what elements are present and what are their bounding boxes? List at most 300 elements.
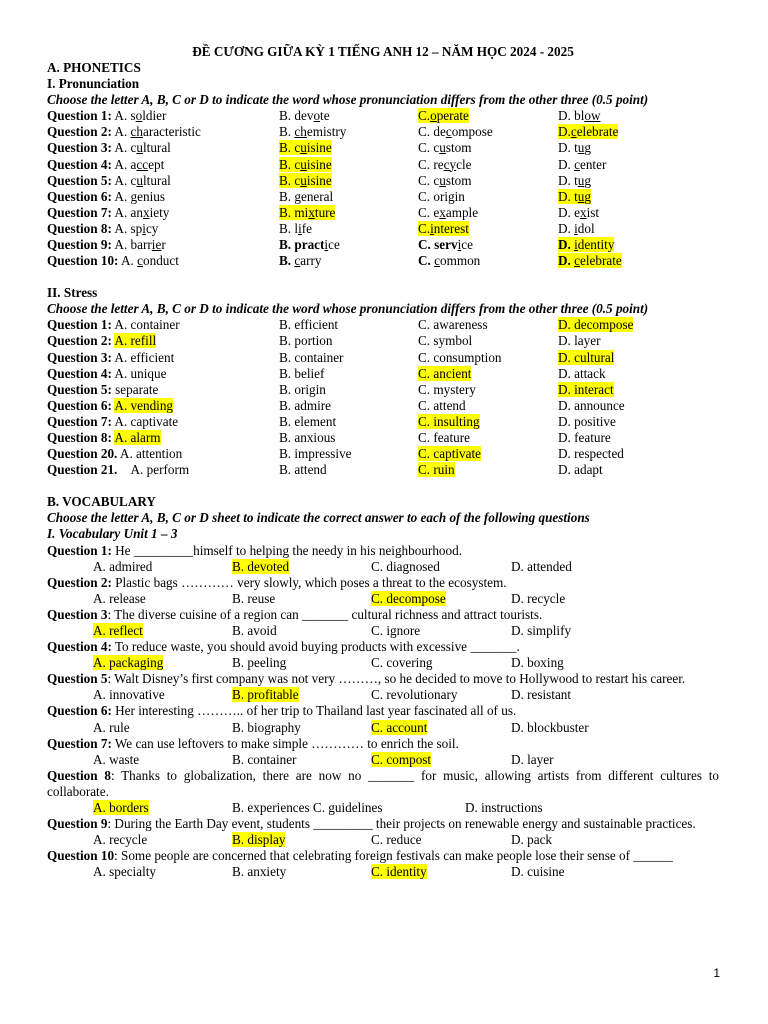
option-text: C. insulting	[418, 413, 480, 429]
question-text: Plastic bags ………… very slowly, which poses a threat to the ecosystem.	[111, 574, 507, 590]
underlined-sound: u	[136, 172, 143, 188]
option-text	[558, 205, 599, 220]
vocabulary-question	[47, 703, 719, 719]
option-c	[418, 430, 470, 446]
option-prefix: B.	[279, 124, 295, 140]
option-suffix: g	[584, 172, 591, 188]
answer-option[interactable]	[511, 864, 564, 880]
answer-option[interactable]	[371, 720, 427, 736]
option-prefix: D. bl	[558, 108, 585, 124]
option-text	[558, 237, 614, 252]
option-c	[418, 253, 480, 269]
underlined-sound: u	[577, 140, 585, 156]
answer-options	[47, 752, 719, 768]
question-number: Question 2:	[47, 124, 112, 140]
pronunciation-questions	[47, 108, 719, 269]
question-number: Question 2:	[47, 333, 112, 349]
question-number: Question 4:	[47, 639, 112, 655]
question-number: Question 4:	[47, 365, 112, 381]
option-b	[279, 398, 331, 414]
option-text: B. element	[279, 413, 337, 429]
option-text: A. borders	[93, 800, 149, 816]
question-label	[47, 333, 156, 349]
option-text: D. positive	[558, 413, 616, 429]
option-d	[558, 333, 600, 349]
option-prefix: A. barr	[114, 237, 152, 253]
option-b	[279, 430, 335, 446]
option-text	[558, 253, 622, 268]
answer-option[interactable]	[511, 752, 553, 768]
option-text	[558, 221, 595, 236]
option-prefix: B. pract	[279, 237, 325, 253]
option-c	[418, 317, 488, 333]
answer-option[interactable]	[93, 559, 152, 575]
option-text: B. reuse	[232, 590, 276, 606]
option-prefix: A. s	[114, 108, 136, 124]
option-a	[121, 253, 179, 268]
option-prefix: D.	[558, 124, 571, 140]
answer-option[interactable]	[371, 591, 446, 607]
vocabulary-question	[47, 816, 719, 832]
option-suffix: stom	[445, 172, 472, 188]
answer-option[interactable]	[371, 623, 420, 639]
underlined-sound: c	[570, 124, 577, 140]
answer-option[interactable]	[232, 591, 275, 607]
option-text	[558, 108, 601, 123]
vocabulary-question	[47, 639, 719, 655]
option-text	[418, 189, 465, 204]
question-label	[47, 398, 173, 414]
option-suffix: ept	[148, 156, 165, 172]
option-text: B. portion	[279, 333, 333, 349]
option-suffix: isine	[306, 156, 332, 172]
option-suffix: enter	[579, 156, 607, 172]
underlined-sound: g	[448, 188, 455, 204]
question-number: Question 8:	[47, 429, 112, 445]
question-text: Her interesting ……….. of her trip to Thailand last year fascinated all of us.	[111, 703, 517, 719]
question-number: Question 8	[47, 767, 111, 783]
pronunciation-row	[47, 221, 719, 237]
answer-option[interactable]	[232, 800, 383, 816]
option-a	[114, 124, 200, 139]
option-d	[558, 253, 622, 269]
pronunciation-row	[47, 108, 719, 124]
question-number: Question 10	[47, 848, 115, 864]
option-text: D. feature	[558, 429, 611, 445]
underlined-sound: x	[439, 204, 446, 220]
option-suffix: enius	[137, 188, 165, 204]
option-text	[114, 205, 169, 220]
answer-options	[47, 623, 719, 639]
answer-option[interactable]	[232, 832, 285, 848]
underlined-sound: u	[300, 156, 307, 172]
answer-option[interactable]	[371, 655, 433, 671]
option-suffix: cy	[145, 220, 159, 236]
option-c	[418, 446, 481, 462]
question-label	[47, 108, 166, 124]
answer-option[interactable]	[511, 623, 571, 639]
option-d	[558, 140, 591, 156]
option-prefix: C. serv	[418, 237, 458, 253]
answer-options	[47, 864, 719, 880]
answer-option[interactable]	[371, 687, 457, 703]
option-text: A. waste	[93, 751, 140, 767]
vocabulary-question	[47, 575, 719, 591]
option-a	[114, 189, 165, 204]
option-text	[279, 237, 340, 252]
option-text: A. rule	[93, 719, 130, 735]
answer-option[interactable]	[232, 623, 277, 639]
option-text	[279, 108, 330, 123]
question-label	[47, 382, 158, 398]
option-text: C. ancient	[418, 365, 472, 381]
option-a: A. efficient	[114, 349, 175, 365]
option-text: A. specialty	[93, 864, 156, 880]
option-suffix: eneral	[300, 188, 334, 204]
option-c	[418, 108, 469, 124]
option-text	[121, 253, 179, 268]
option-text: B. devoted	[232, 558, 290, 574]
answer-option[interactable]	[93, 832, 147, 848]
answer-option[interactable]	[93, 687, 165, 703]
option-prefix: C. re	[418, 156, 444, 172]
pronunciation-instruction: Choose the letter A, B, C or D to indicate the word whose pronunciation differs from the other three (0.5 point)	[47, 92, 649, 108]
option-prefix: B.	[279, 188, 295, 204]
option-text: A. reflect	[93, 623, 143, 638]
option-prefix: C. c	[418, 140, 440, 156]
option-text	[418, 108, 469, 123]
document-page	[47, 44, 719, 881]
vocabulary-unit-heading: I. Vocabulary Unit 1 – 3	[47, 526, 178, 542]
stress-questions	[47, 317, 719, 478]
page-number: 1	[713, 966, 720, 980]
option-prefix: A. sp	[114, 220, 143, 236]
question-text: To reduce waste, you should avoid buying products with excessive _______.	[111, 639, 520, 655]
answer-option[interactable]	[93, 623, 143, 639]
option-text	[279, 140, 332, 155]
answer-option[interactable]	[511, 655, 564, 671]
vocabulary-instruction: Choose the letter A, B, C or D sheet to indicate the correct answer to each of the following questions	[47, 510, 590, 526]
option-prefix: C. ori	[418, 188, 449, 204]
option-text: C. decompose	[371, 590, 446, 606]
option-text: C. mystery	[418, 381, 476, 397]
stress-instruction: Choose the letter A, B, C or D to indicate the word whose pronunciation differs from the other three (0.5 point)	[47, 301, 649, 317]
answer-option[interactable]	[511, 559, 572, 575]
option-b	[279, 366, 324, 382]
option-c	[418, 189, 465, 205]
option-suffix: ture	[314, 204, 336, 220]
question-number: Question 21.	[47, 462, 118, 478]
option-text: C. feature	[418, 429, 470, 445]
option-suffix: onduct	[143, 253, 179, 269]
question-label	[47, 414, 178, 430]
option-d	[558, 124, 618, 140]
option-d	[558, 430, 611, 446]
option-suffix: ltural	[143, 140, 171, 156]
option-prefix: B.	[279, 253, 295, 269]
option-text	[418, 253, 480, 268]
vocabulary-question	[47, 543, 719, 559]
underlined-sound: cy	[443, 156, 457, 172]
option-text: B. biography	[232, 719, 301, 735]
option-suffix: ldier	[142, 108, 167, 124]
answer-option[interactable]	[232, 864, 286, 880]
option-b	[279, 189, 333, 205]
answer-options	[47, 832, 719, 848]
option-text	[558, 124, 618, 139]
underlined-sound: i	[142, 220, 146, 236]
section-a-heading: A. PHONETICS	[47, 60, 141, 76]
answer-option[interactable]	[93, 752, 139, 768]
answer-option[interactable]	[371, 864, 427, 880]
option-text	[418, 221, 469, 236]
underlined-sound: o	[430, 108, 437, 124]
stress-row	[47, 462, 719, 478]
option-prefix: B. l	[279, 220, 299, 236]
option-d	[558, 108, 601, 124]
option-prefix: A. c	[114, 140, 137, 156]
answer-option[interactable]	[232, 720, 301, 736]
option-text: A. packaging	[93, 655, 164, 671]
option-b	[279, 333, 332, 349]
option-text: C. attend	[418, 397, 466, 413]
option-text	[558, 173, 591, 188]
option-prefix: D.	[558, 253, 575, 269]
option-text: B. container	[279, 349, 344, 365]
question-number: Question 1:	[47, 317, 112, 333]
option-text: B. anxiety	[232, 864, 287, 880]
answer-option[interactable]	[93, 800, 149, 816]
underlined-sound: u	[577, 188, 585, 204]
option-d	[558, 205, 599, 221]
vocabulary-question	[47, 671, 719, 687]
option-a: separate	[115, 381, 159, 397]
answer-option[interactable]	[511, 720, 589, 736]
question-label	[47, 462, 189, 478]
underlined-sound: ch	[130, 124, 143, 140]
question-number: Question 2:	[47, 574, 112, 590]
option-text: B. avoid	[232, 623, 277, 638]
answer-option[interactable]	[232, 655, 286, 671]
question-number: Question 9:	[47, 237, 112, 253]
option-c	[418, 382, 476, 398]
option-a	[114, 205, 169, 220]
stress-row	[47, 414, 719, 430]
option-a	[114, 157, 164, 172]
option-prefix: D. t	[558, 188, 578, 204]
question-number: Question 7:	[47, 413, 112, 429]
option-text	[114, 140, 170, 155]
underlined-sound: ow	[584, 108, 601, 124]
option-c	[418, 462, 455, 478]
stress-row	[47, 430, 719, 446]
answer-option[interactable]	[511, 687, 571, 703]
underlined-sound: o	[313, 108, 321, 124]
option-c	[418, 140, 472, 156]
option-text	[558, 140, 591, 155]
option-suffix: fe	[301, 220, 312, 236]
option-text	[114, 108, 166, 123]
question-number: Question 6:	[47, 188, 112, 204]
underlined-sound: c	[294, 253, 301, 269]
option-b	[279, 446, 352, 462]
option-d	[558, 189, 591, 205]
option-a: A. alarm	[114, 429, 161, 445]
answer-option[interactable]	[93, 720, 130, 736]
option-prefix: D.	[558, 237, 575, 253]
question-label	[47, 221, 158, 237]
option-prefix: B. c	[279, 140, 301, 156]
option-suffix: nterest	[433, 220, 469, 236]
option-a: A. perform	[130, 462, 190, 478]
option-text: C. revolutionary	[371, 687, 458, 703]
option-text	[114, 221, 158, 236]
answer-options	[47, 687, 719, 703]
option-text	[279, 205, 335, 220]
option-text	[279, 221, 312, 236]
option-c	[418, 221, 469, 237]
option-text: D. instructions	[465, 800, 543, 816]
option-suffix: dentity	[577, 237, 615, 253]
option-text	[279, 253, 321, 268]
question-number: Question 3:	[47, 349, 112, 365]
question-label	[47, 124, 201, 140]
option-a	[114, 140, 170, 155]
option-suffix: elebrate	[576, 124, 619, 140]
answer-option[interactable]	[371, 752, 431, 768]
option-text: D. recycle	[511, 590, 566, 606]
underlined-sound: c	[137, 253, 143, 269]
option-text: D. respected	[558, 446, 624, 462]
answer-options	[47, 800, 719, 816]
question-text: We can use leftovers to make simple ………… to enrich the soil.	[111, 735, 459, 751]
answer-option[interactable]	[511, 832, 552, 848]
option-prefix: C. c	[418, 172, 440, 188]
question-text: He _________himself to helping the needy in his neighbourhood.	[111, 542, 462, 558]
underlined-sound: g	[130, 188, 138, 204]
option-prefix: C. e	[418, 204, 440, 220]
underlined-sound: x	[308, 204, 315, 220]
answer-option[interactable]	[93, 864, 156, 880]
answer-option[interactable]	[465, 800, 543, 816]
question-number: Question 1:	[47, 542, 112, 558]
option-suffix: isine	[306, 172, 332, 188]
option-text: A. recycle	[93, 832, 148, 848]
option-d	[558, 173, 591, 189]
underlined-sound: x	[143, 204, 150, 220]
question-label	[47, 173, 171, 189]
option-text: D. cultural	[558, 349, 615, 365]
option-d	[558, 157, 606, 173]
option-c	[418, 237, 473, 253]
option-suffix: isine	[306, 140, 332, 156]
option-suffix: arry	[300, 253, 322, 269]
answer-option[interactable]	[511, 591, 565, 607]
pronunciation-row	[47, 124, 719, 140]
question-number: Question 10:	[47, 253, 119, 269]
option-text: C. ruin	[418, 462, 455, 478]
underlined-sound: cc	[136, 156, 149, 172]
option-c	[418, 124, 493, 140]
option-text: D. cuisine	[511, 864, 565, 880]
question-label	[47, 430, 161, 446]
option-text: B. efficient	[279, 317, 339, 333]
answer-option[interactable]	[232, 559, 289, 575]
option-text: C. reduce	[371, 832, 422, 848]
underlined-sound: i	[574, 220, 578, 236]
option-text: B. attend	[279, 462, 327, 478]
question-number: Question 20.	[47, 446, 118, 462]
option-text: C. identity	[371, 864, 427, 880]
answer-option[interactable]	[93, 655, 163, 671]
option-c	[418, 333, 472, 349]
option-text	[418, 157, 471, 172]
underlined-sound: ch	[294, 124, 307, 140]
option-b	[279, 173, 332, 189]
answer-option[interactable]	[232, 687, 299, 703]
option-prefix: B. mi	[279, 204, 309, 220]
answer-option[interactable]	[232, 752, 296, 768]
answer-option[interactable]	[371, 559, 440, 575]
option-prefix: A. a	[114, 156, 137, 172]
question-label	[47, 253, 179, 269]
option-c	[418, 173, 472, 189]
option-prefix: D. t	[558, 140, 578, 156]
pronunciation-row	[47, 237, 719, 253]
question-number: Question 5:	[47, 172, 112, 188]
option-suffix: perate	[436, 108, 469, 124]
option-a: A. refill	[114, 333, 157, 349]
vocabulary-questions	[47, 543, 719, 881]
option-text	[279, 173, 332, 188]
option-prefix: D. t	[558, 172, 578, 188]
stress-heading: II. Stress	[47, 285, 98, 301]
option-prefix: C.	[418, 220, 431, 236]
option-text: D. pack	[511, 832, 553, 848]
option-a: A. captivate	[114, 413, 179, 429]
underlined-sound: o	[135, 108, 143, 124]
option-text: D. layer	[558, 333, 601, 349]
question-text: : During the Earth Day event, students _________ their projects on renewable energy and sustainable practices.	[107, 816, 696, 832]
option-text: D. layer	[511, 751, 554, 767]
option-text: A. release	[93, 590, 146, 606]
option-text: C. covering	[371, 655, 433, 671]
option-suffix: ample	[445, 204, 479, 220]
option-suffix: ist	[586, 204, 600, 220]
option-b	[279, 350, 343, 366]
option-suffix: aracteristic	[143, 124, 201, 140]
option-suffix: elebrate	[579, 253, 622, 269]
underlined-sound: u	[439, 172, 446, 188]
section-b-heading: B. VOCABULARY	[47, 494, 156, 510]
option-text: B. experiences C. guidelines	[232, 800, 383, 816]
option-a	[114, 108, 166, 123]
option-b	[279, 382, 326, 398]
option-text	[114, 237, 165, 252]
question-label	[47, 350, 174, 366]
option-b	[279, 108, 330, 124]
question-number: Question 5	[47, 671, 108, 687]
underlined-sound: c	[574, 253, 580, 269]
option-d	[558, 366, 606, 382]
option-text: A. admired	[93, 558, 153, 574]
answer-option[interactable]	[93, 591, 146, 607]
option-a: A. container	[114, 317, 180, 333]
answer-option[interactable]	[371, 832, 422, 848]
option-b	[279, 205, 335, 221]
option-text	[418, 124, 493, 139]
option-a	[114, 173, 170, 188]
